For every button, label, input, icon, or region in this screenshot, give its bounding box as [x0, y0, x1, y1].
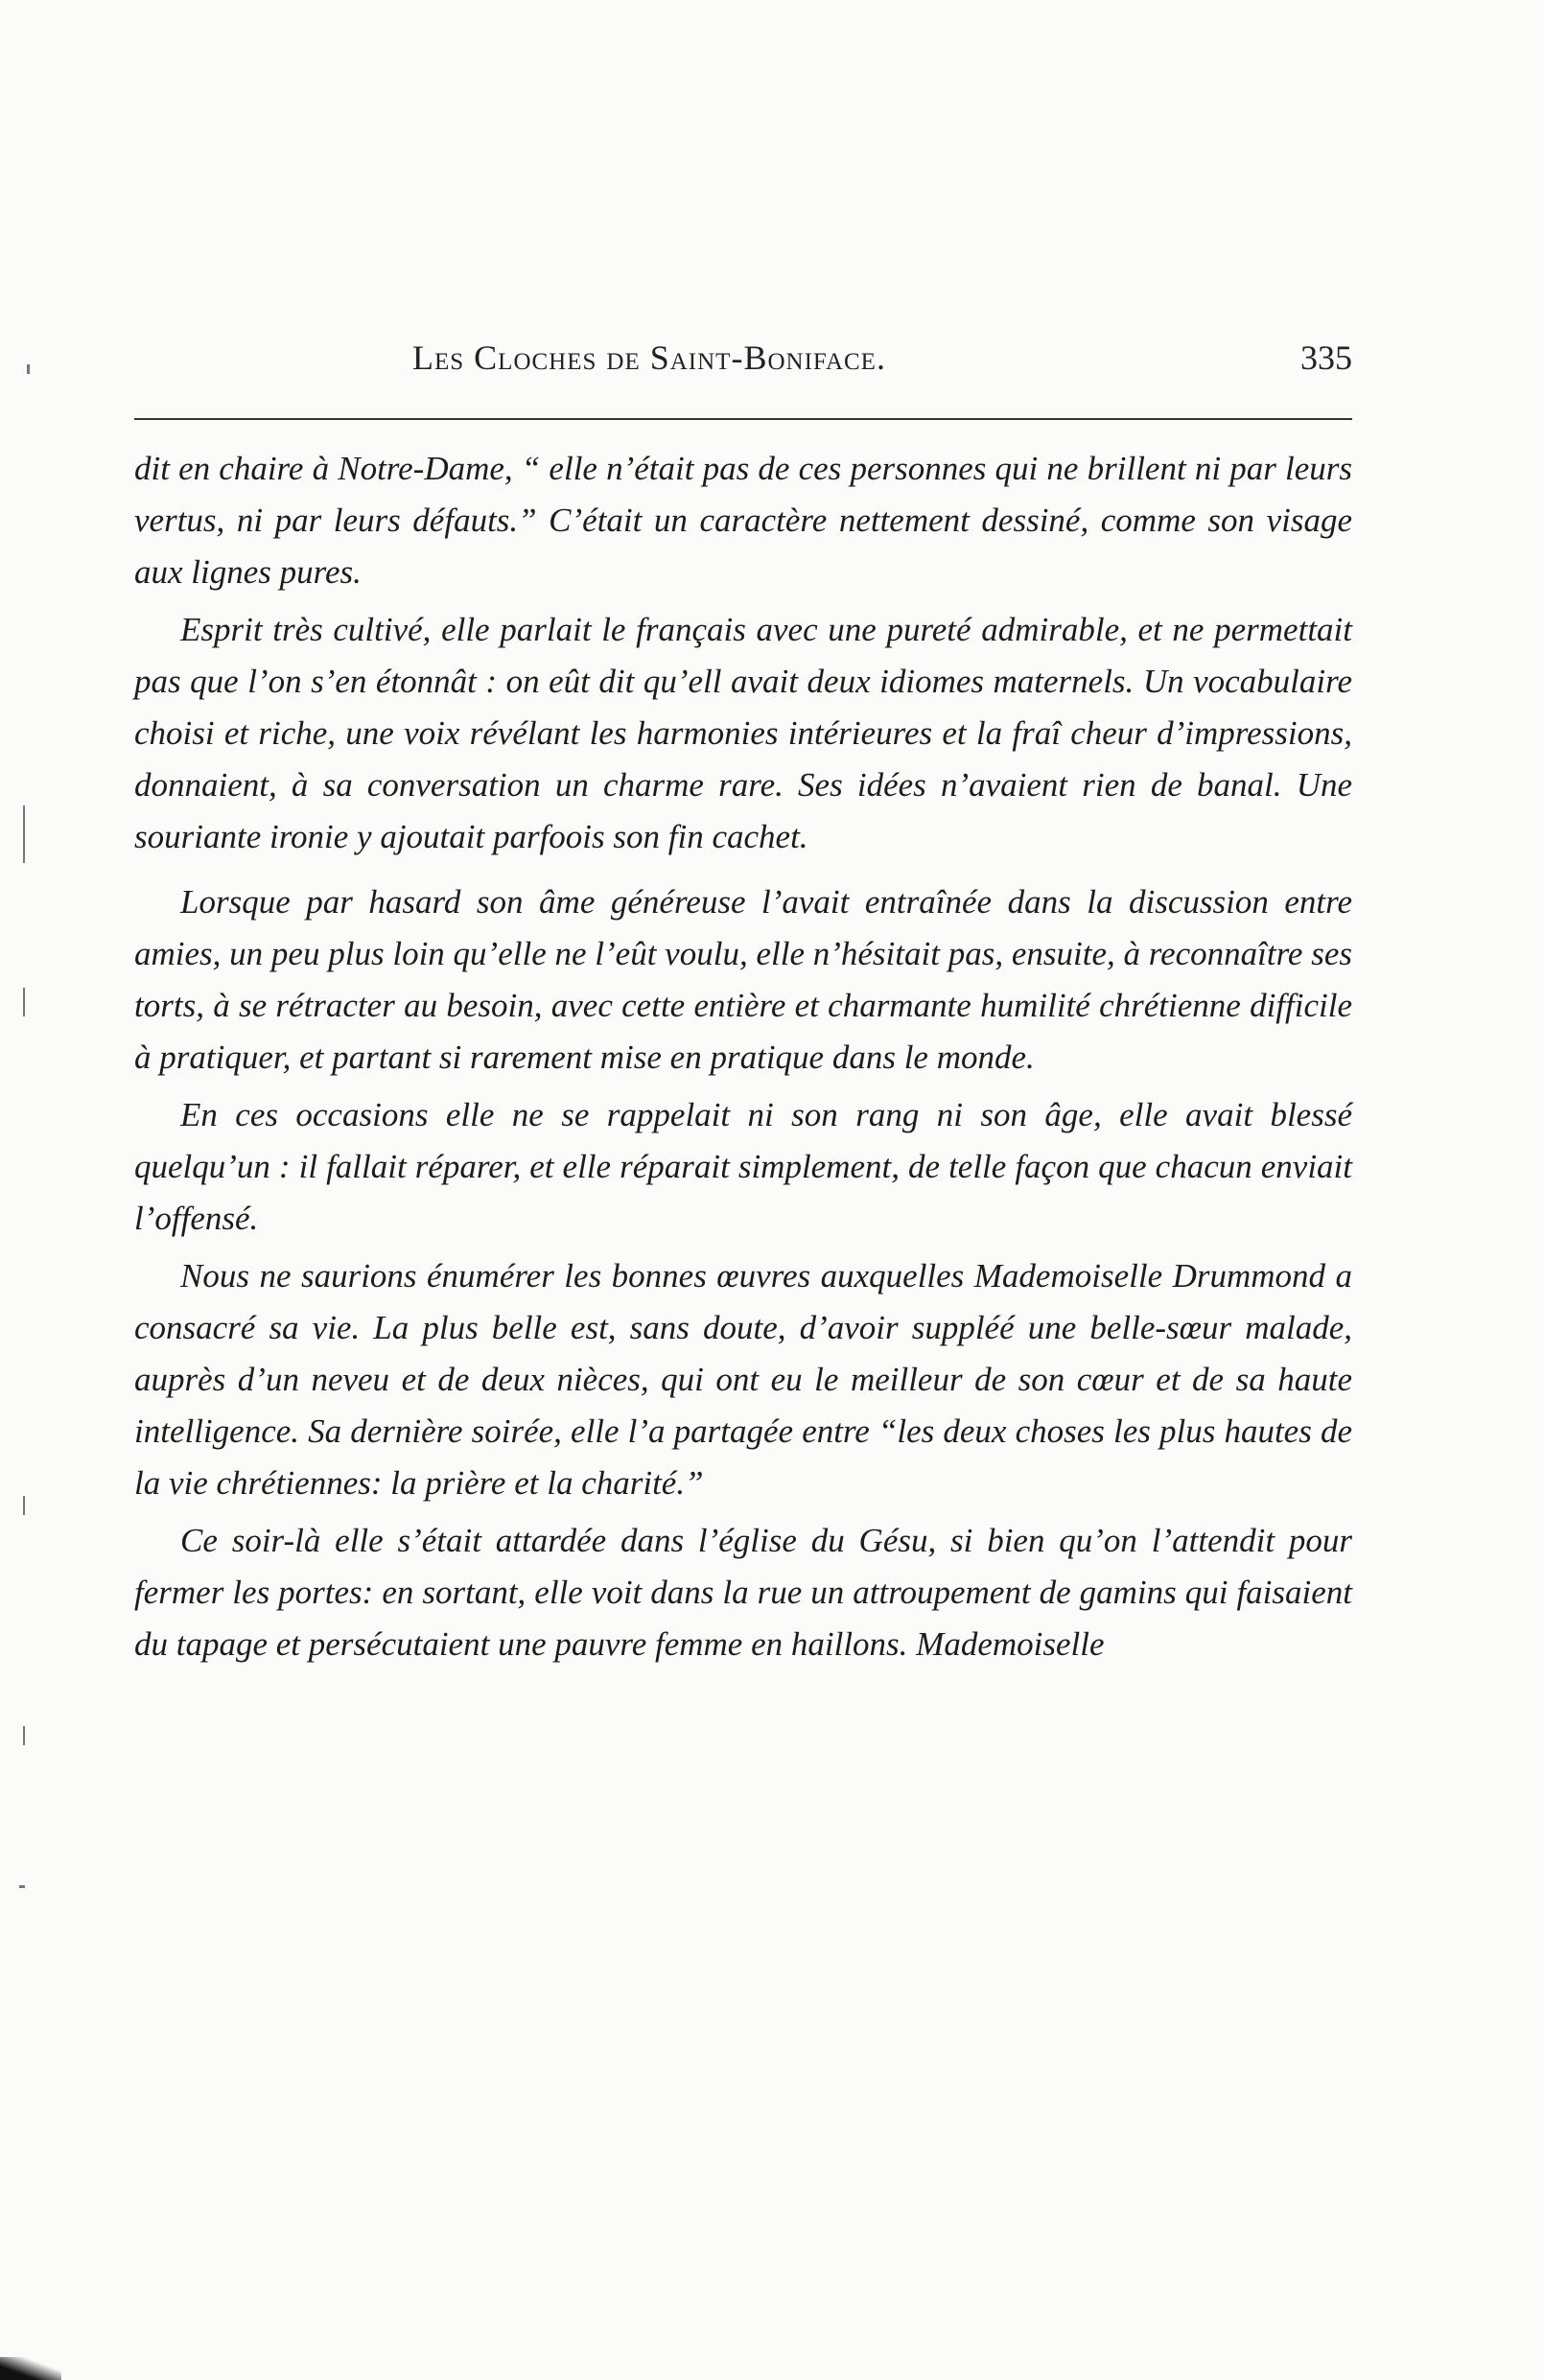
margin-mark [23, 1726, 25, 1745]
margin-mark [23, 805, 25, 863]
paragraph-5: Nous ne saurions énumérer les bonnes œuvres auxquelles Mademoiselle Drummond a consacré sa vie. La plus belle est, sans doute, d’avoir suppléé une belle-sœur malade, auprès d’un neveu et de deux nièces, qui ont eu le meilleur de son cœur et de sa haute intelligence. Sa dernière soirée, elle l’a partagée entre “les deux choses les plus hautes de la vie chrétiennes: la prière et la charité.” [134, 1257, 1352, 1502]
paragraph-2: Esprit très cultivé, elle parlait le français avec une pureté admirable, et ne permettait pas que l’on s’en étonnât : on eût dit qu’ell avait deux idiomes maternels. Un vocabulaire choisi et riche, une voix révélant les harmonies intérieures et la fraî cheur d’impressions, donnaient, à sa conversation un charme rare. Ses idées n’avaient rien de banal. Une souriante ironie y ajoutait parfoois son fin cachet. [134, 611, 1352, 855]
paragraph-4: En ces occasions elle ne se rappelait ni son rang ni son âge, elle avait blessé quelqu’un : il fallait réparer, et elle réparait simplement, de telle façon que chacun enviait l’offensé. [134, 1096, 1352, 1237]
running-header [134, 338, 1352, 395]
scan-corner-shadow [0, 2357, 61, 2380]
running-title: Les Cloches de Saint-Boniface. [412, 338, 886, 377]
margin-mark [23, 1496, 25, 1515]
body-text [134, 443, 1352, 1670]
margin-mark [27, 364, 30, 374]
margin-mark [19, 1885, 25, 1888]
paragraph-3: Lorsque par hasard son âme généreuse l’avait entraînée dans la discussion entre amies, un peu plus loin qu’elle ne l’eût voulu, elle n’hésitait pas, ensuite, à reconnaître ses torts, à se rétracter au besoin, avec cette entière et charmante humilité chrétienne difficile à pratiquer, et partant si rarement mise en pratique dans le monde. [134, 883, 1352, 1076]
page-number: 335 [1300, 338, 1352, 377]
paragraph-1: dit en chaire à Notre-Dame, “ elle n’était pas de ces personnes qui ne brillent ni par leurs vertus, ni par leurs défauts.” C’était un caractère nettement dessiné, comme son visage aux lignes pures. [134, 450, 1352, 591]
header-rule [134, 418, 1352, 420]
paragraph-6: Ce soir-là elle s’était attardée dans l’église du Gésu, si bien qu’on l’attendit pour fermer les portes: en sortant, elle voit dans la rue un attroupement de gamins qui faisaient du tapage et persécutaient une pauvre femme en haillons. Mademoiselle [134, 1522, 1352, 1663]
margin-mark [23, 988, 25, 1016]
